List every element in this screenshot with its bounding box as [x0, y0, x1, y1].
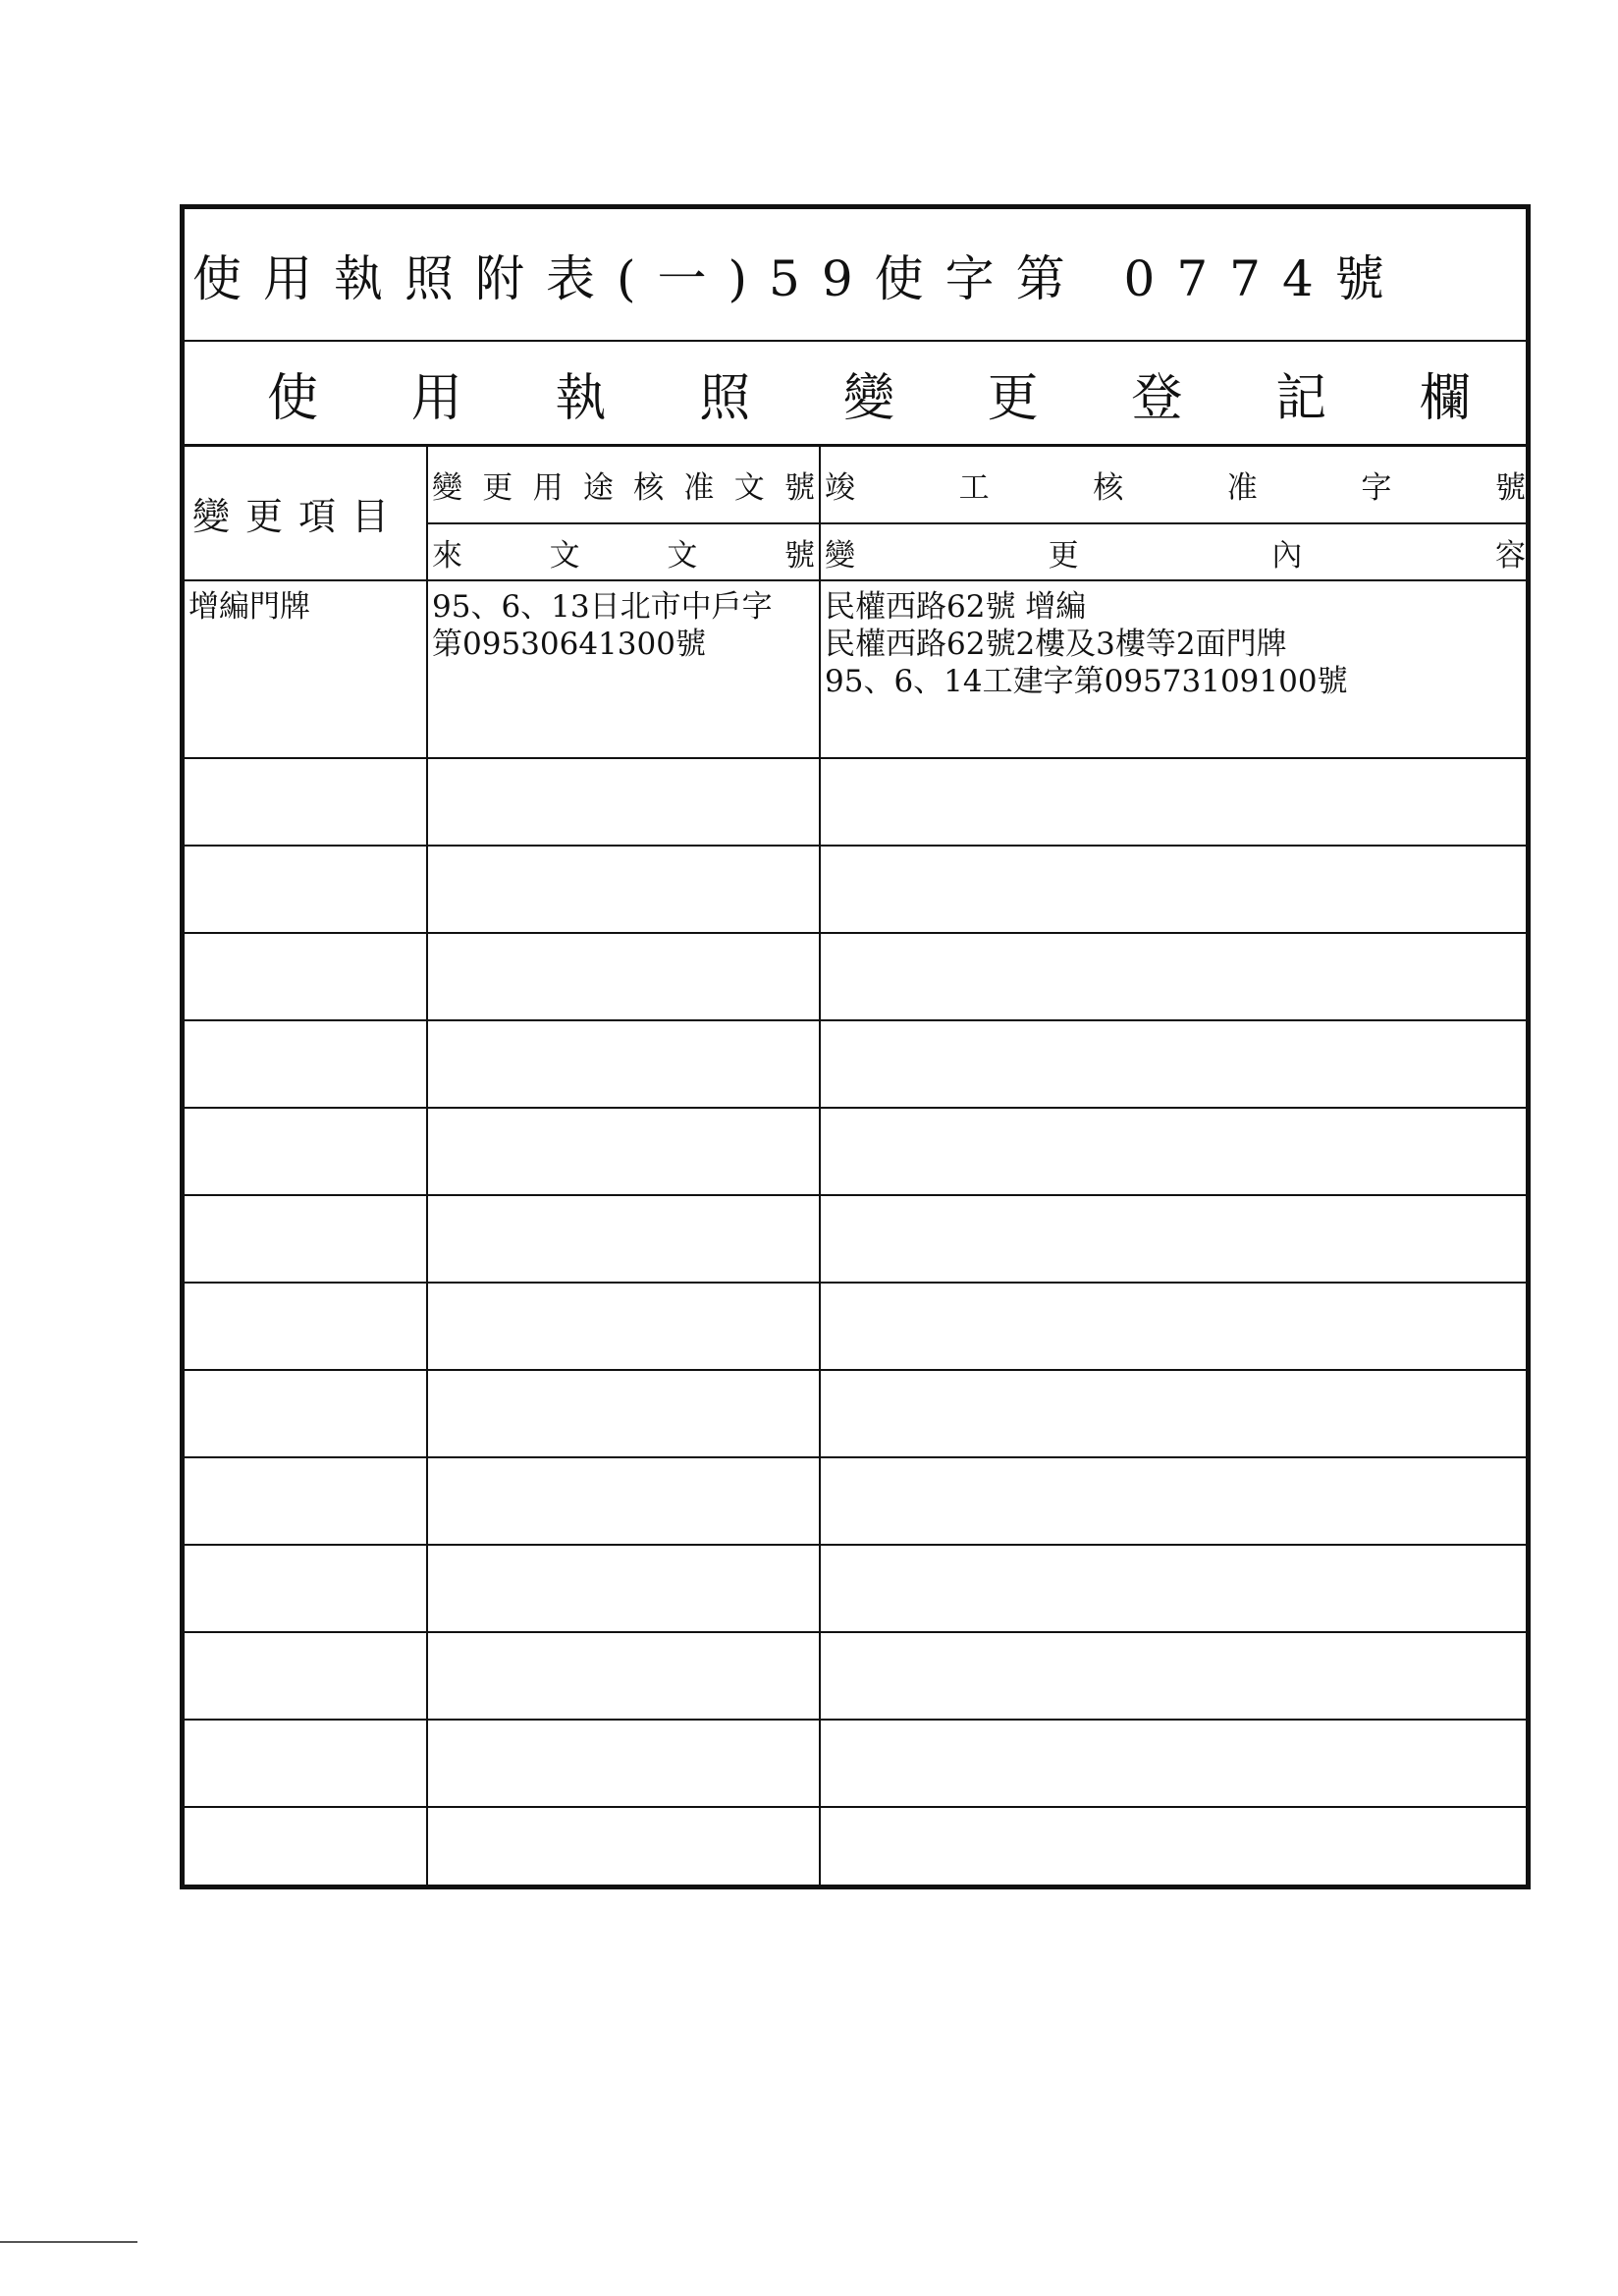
doc-line: 95、6、13日北市中戶字: [432, 589, 773, 625]
header-char: 竣: [825, 469, 855, 506]
header-char: 准: [1226, 469, 1258, 506]
subtitle-char: 照: [699, 368, 751, 428]
row-divider: [185, 1194, 1526, 1196]
subtitle-char: 登: [1131, 368, 1183, 428]
row-divider: [185, 1719, 1526, 1721]
header-char: 號: [783, 469, 815, 506]
row-divider: [185, 1631, 1526, 1633]
row-divider: [185, 1019, 1526, 1021]
header-change-content: [821, 525, 1530, 579]
header-inner-divider: [428, 522, 1526, 524]
scan-edge-mark: [0, 2241, 137, 2243]
header-approval-doc-number: [428, 446, 819, 522]
header-char: 內: [1271, 538, 1303, 574]
change-line: 95、6、14工建字第09573109100號: [825, 664, 1348, 699]
header-char: 更: [482, 469, 513, 506]
header-char: 文: [667, 538, 698, 574]
row-divider: [185, 1456, 1526, 1458]
header-char: 文: [733, 469, 765, 506]
subtitle-char: 用: [410, 368, 462, 428]
header-char: 更: [1048, 538, 1079, 574]
change-line: 民權西路62號2樓及3樓等2面門牌: [825, 627, 1287, 662]
row-divider: [185, 1107, 1526, 1109]
header-char: 變: [825, 538, 855, 574]
row-divider: [185, 1544, 1526, 1546]
row-divider: [185, 845, 1526, 847]
row-divider: [185, 1282, 1526, 1284]
subtitle-char: 使: [267, 368, 319, 428]
row-divider: [185, 757, 1526, 759]
header-char: 准: [683, 469, 715, 506]
usage-permit-attachment-form: [180, 204, 1531, 1889]
header-char: 號: [783, 538, 815, 574]
header-bottom-divider: [185, 579, 1526, 581]
form-subtitle-row: [185, 342, 1526, 447]
header-char: 號: [1494, 469, 1526, 506]
header-char: 核: [1093, 469, 1124, 506]
header-char: 途: [582, 469, 614, 506]
header-incoming-doc-number: [428, 525, 819, 579]
header-change-item: 變更項目: [192, 494, 405, 538]
row-divider: [185, 932, 1526, 934]
header-char: 來: [432, 538, 462, 574]
row-doc-number: [428, 582, 819, 757]
header-char: 核: [633, 469, 665, 506]
header-char: 用: [532, 469, 564, 506]
subtitle-char: 更: [987, 368, 1039, 428]
header-char: 文: [549, 538, 580, 574]
row-divider: [185, 1369, 1526, 1371]
row-divider: [185, 1806, 1526, 1808]
subtitle-char: 變: [842, 368, 894, 428]
header-char: 容: [1494, 538, 1526, 574]
form-title: 使用執照附表(一)59使字第 0774號: [192, 249, 1406, 307]
header-char: 工: [958, 469, 990, 506]
doc-line: 第09530641300號: [432, 627, 706, 662]
form-title-row: [185, 209, 1526, 342]
header-completion-approval-number: [821, 446, 1530, 522]
row-change-content: [821, 582, 1530, 757]
subtitle-char: 執: [555, 368, 607, 428]
form-subtitle: [185, 356, 1526, 430]
subtitle-char: 欄: [1419, 368, 1471, 428]
change-line: 民權西路62號 增編: [825, 589, 1087, 625]
row-change-item: 增編門牌: [189, 589, 310, 625]
header-char: 變: [432, 469, 462, 506]
subtitle-char: 記: [1275, 368, 1327, 428]
header-char: 字: [1361, 469, 1392, 506]
